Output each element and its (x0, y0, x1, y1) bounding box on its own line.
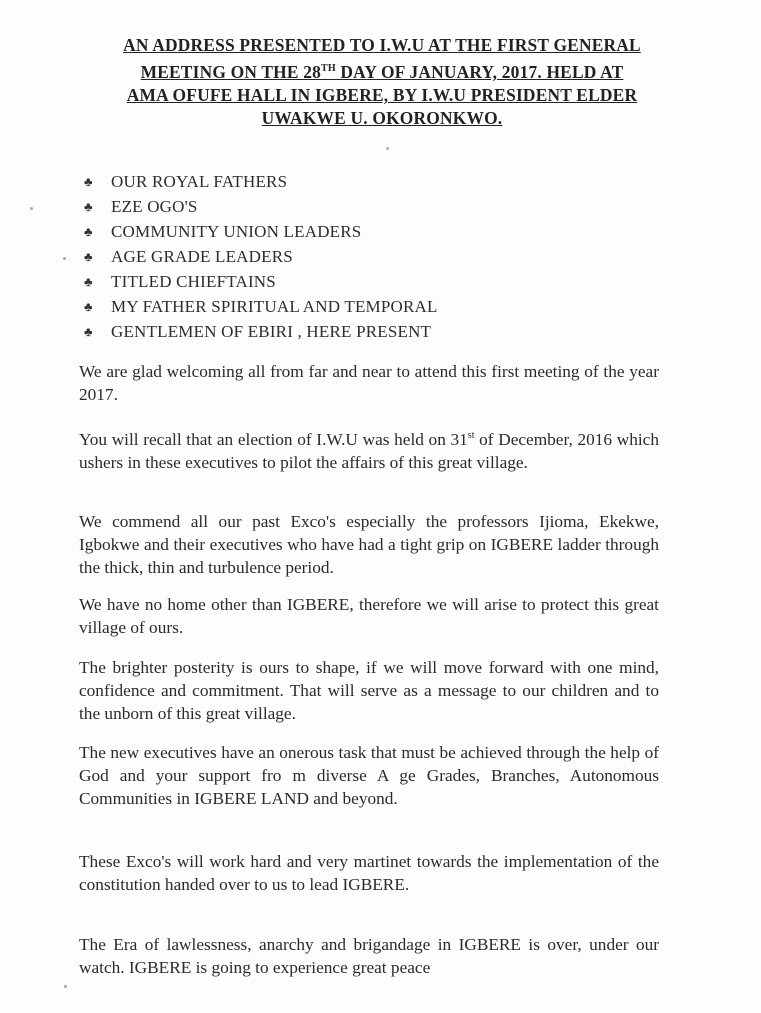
club-bullet-icon: ♣ (84, 174, 93, 189)
salutation-item (84, 244, 438, 269)
salutation-text: TITLED CHIEFTAINS (111, 272, 276, 291)
paragraph-welcome: We are glad welcoming all from far and near to attend this first meeting of the year 2017. (79, 362, 659, 404)
paragraph-election (79, 424, 659, 474)
title-ordinal-suffix: TH (321, 63, 336, 75)
salutation-text: MY FATHER SPIRITUAL AND TEMPORAL (111, 297, 438, 316)
title-line-2-end: DAY OF JANUARY, 2017. HELD AT (335, 62, 624, 82)
scan-speck (64, 985, 67, 988)
paragraph-lawlessness: The Era of lawlessness, anarchy and brigandage in IGBERE is over, under our watch. IGBERE is going to experience great peace (79, 935, 659, 977)
salutation-item (84, 319, 438, 344)
salutation-list (84, 169, 438, 344)
scan-speck (30, 207, 33, 210)
title-line-3: AMA OFUFE HALL IN IGBERE, BY I.W.U PRESIDENT ELDER (126, 85, 638, 106)
salutation-text: COMMUNITY UNION LEADERS (111, 222, 362, 241)
paragraph-executives: The new executives have an onerous task that must be achieved through the help of God and your support fro m diverse A ge Grades, Branches, Autonomous Communities in IGBERE LAND and beyond. (79, 743, 659, 808)
salutation-item (84, 219, 438, 244)
salutation-item (84, 294, 438, 319)
club-bullet-icon: ♣ (84, 199, 93, 214)
title-line-2-start: MEETING ON THE 28 (140, 62, 321, 82)
salutation-text: EZE OGO'S (111, 197, 198, 216)
salutation-item (84, 194, 438, 219)
salutation-item (84, 169, 438, 194)
salutation-text: OUR ROYAL FATHERS (111, 172, 288, 191)
paragraph-constitution: These Exco's will work hard and very martinet towards the implementation of the constitution handed over to us to lead IGBERE. (79, 852, 659, 894)
club-bullet-icon: ♣ (84, 249, 93, 264)
club-bullet-icon: ♣ (84, 324, 93, 339)
paragraph-posterity: The brighter posterity is ours to shape, if we will move forward with one mind, confidence and commitment. That will serve as a message to our children and to the unborn of this great village. (79, 658, 659, 723)
paragraph-home: We have no home other than IGBERE, therefore we will arise to protect this great village of ours. (79, 595, 659, 637)
title-line-1: AN ADDRESS PRESENTED TO I.W.U AT THE FIRST GENERAL (123, 35, 641, 55)
scan-speck (386, 147, 389, 150)
club-bullet-icon: ♣ (84, 299, 93, 314)
paragraph-election-start: You will recall that an election of I.W.U was held on 31 (79, 429, 468, 449)
club-bullet-icon: ♣ (84, 224, 93, 239)
paragraph-election-end: of December, 2016 which ushers in these executives to pilot the affairs of this great village. (79, 429, 659, 472)
title-line-4: UWAKWE U. OKORONKWO. (261, 108, 503, 129)
scan-speck (63, 257, 66, 260)
document-title (60, 34, 704, 131)
salutation-text: GENTLEMEN OF EBIRI , HERE PRESENT (111, 322, 432, 341)
salutation-text: AGE GRADE LEADERS (111, 247, 293, 266)
club-bullet-icon: ♣ (84, 274, 93, 289)
salutation-item (84, 269, 438, 294)
paragraph-commendation: We commend all our past Exco's especially the professors Ijioma, Ekekwe, Igbokwe and their executives who have had a tight grip on IGBERE ladder through the thick, thin and turbulence period. (79, 512, 659, 577)
ordinal-suffix: st (467, 430, 475, 441)
title-line-2 (60, 57, 704, 84)
